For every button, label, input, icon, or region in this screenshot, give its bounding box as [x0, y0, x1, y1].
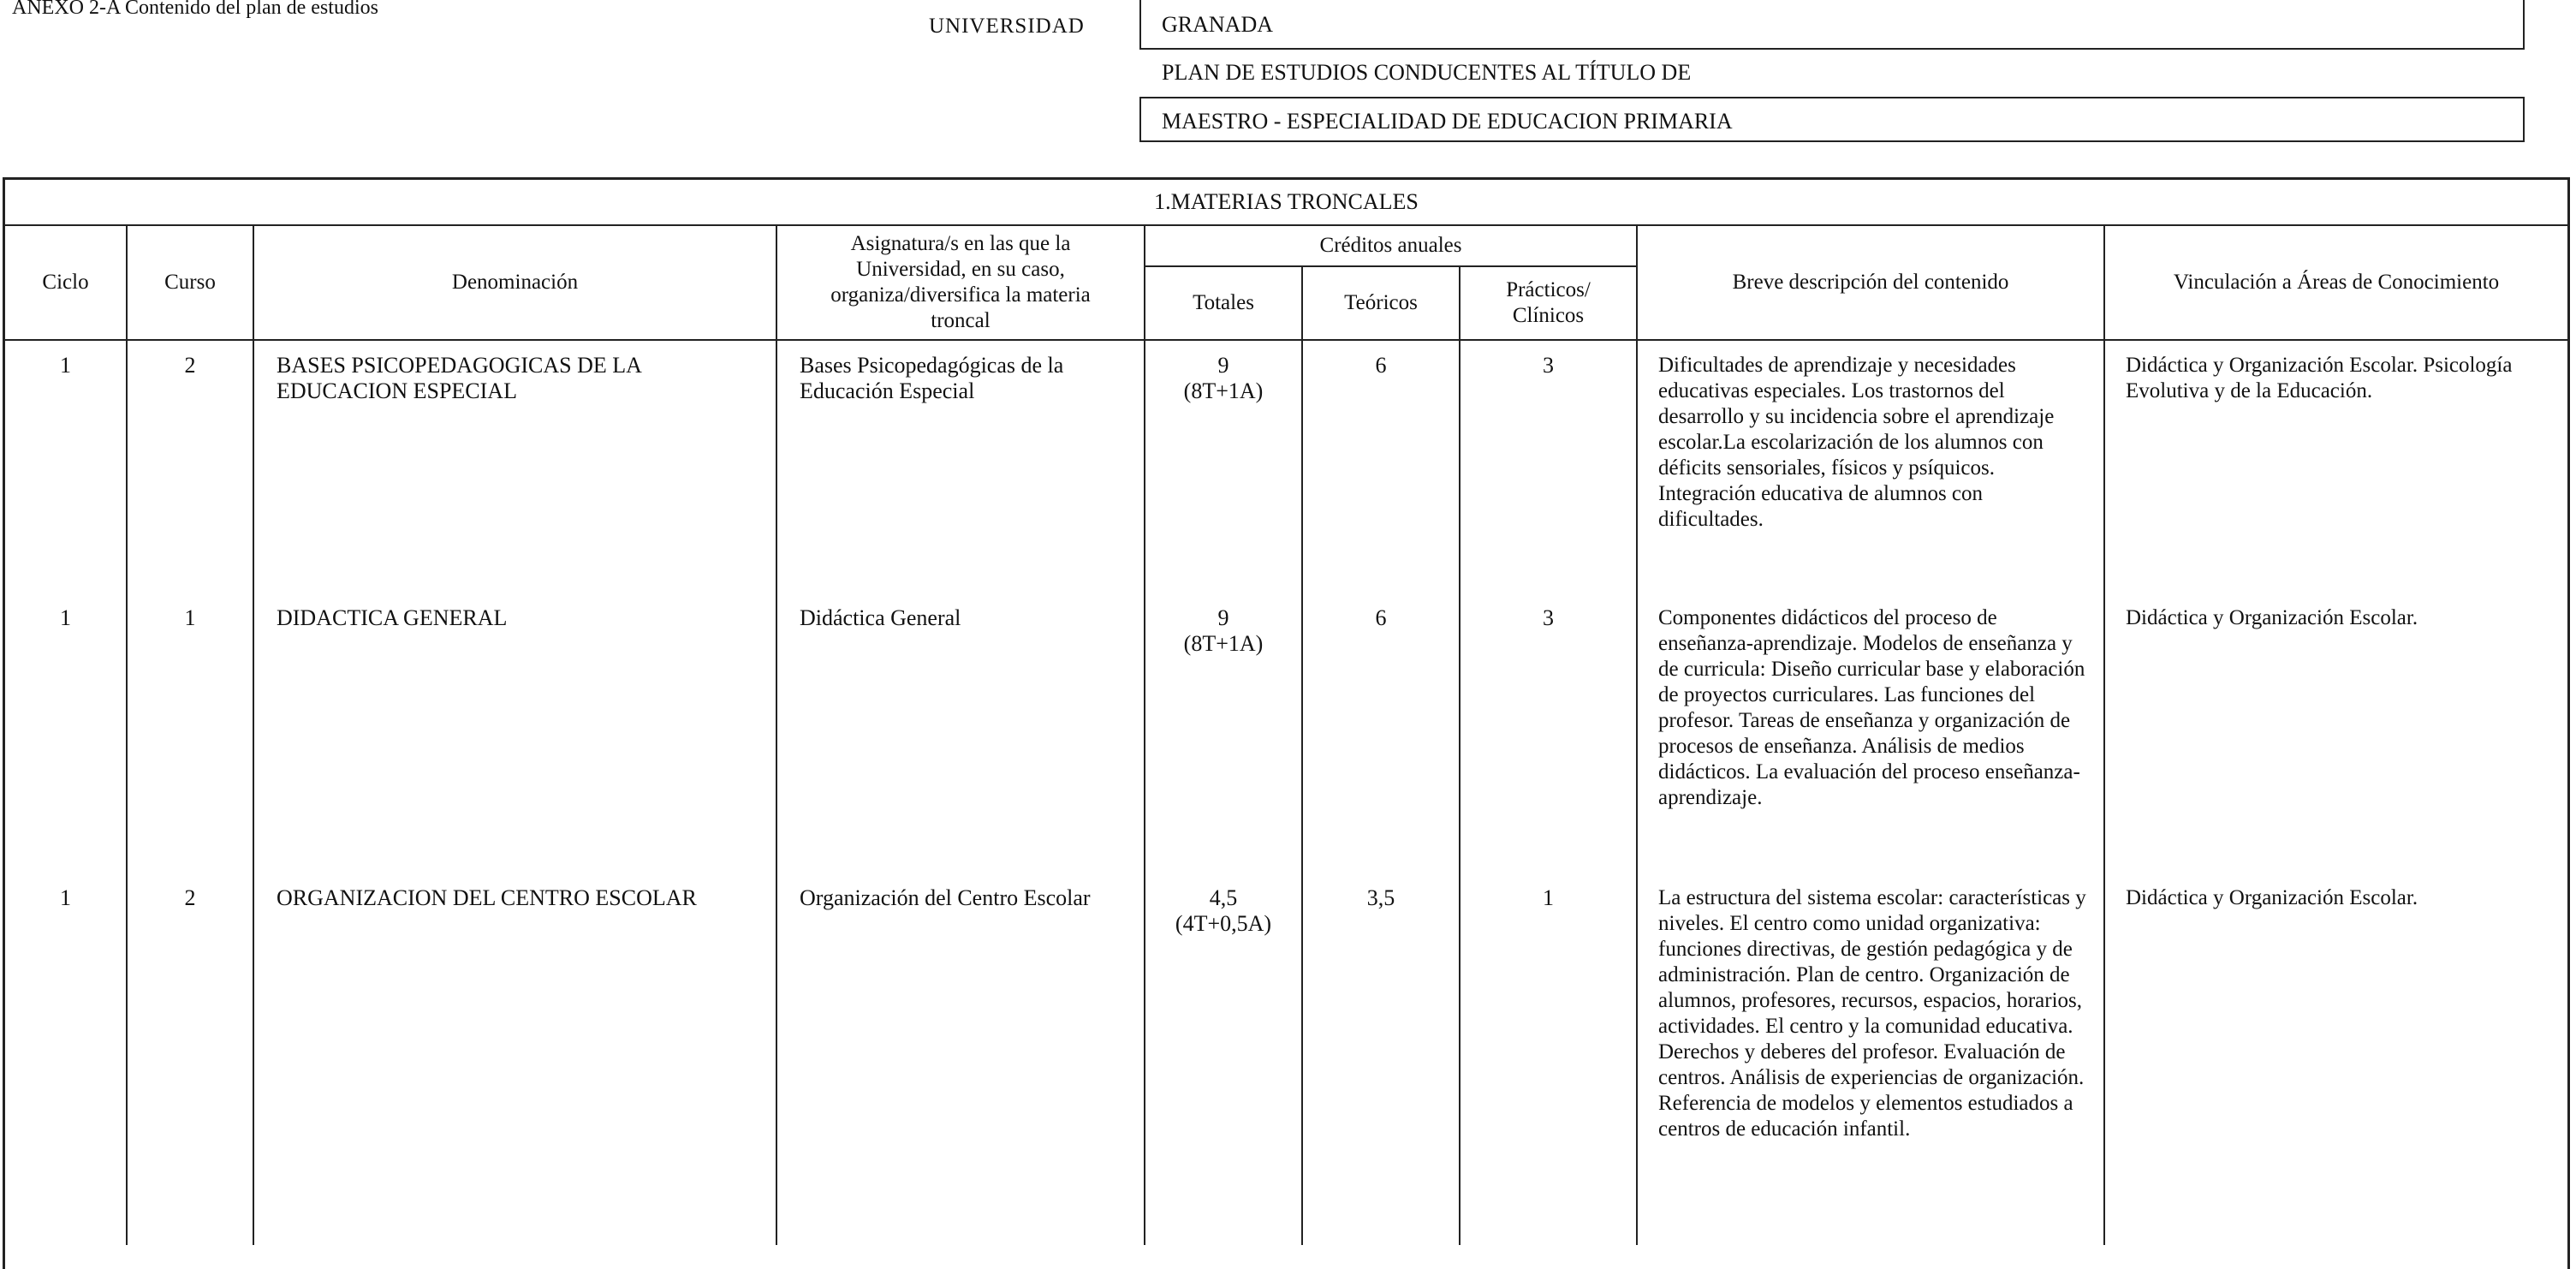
annex-title: ANEXO 2-A Contenido del plan de estudios	[12, 0, 378, 19]
header-creditos-anuales: Créditos anuales	[1145, 225, 1637, 266]
cell-practicos: 1	[1460, 873, 1637, 1245]
cell-asignatura: Didáctica General	[776, 593, 1145, 873]
header-teoricos: Teóricos	[1302, 266, 1460, 340]
header-curso: Curso	[127, 225, 253, 340]
materias-table-frame	[3, 177, 2570, 1269]
cell-vinculacion: Didáctica y Organización Escolar.	[2104, 593, 2567, 873]
header-asignatura: Asignatura/s en las que la Universidad, en su caso, organiza/diversifica la materia troncal	[776, 225, 1145, 340]
header-ciclo: Ciclo	[5, 225, 127, 340]
university-name-box	[1139, 0, 2525, 50]
totales-detail: (8T+1A)	[1183, 378, 1264, 403]
cell-denominacion: DIDACTICA GENERAL	[253, 593, 776, 873]
table-row	[5, 873, 2567, 1245]
cell-curso: 1	[127, 593, 253, 873]
cell-practicos: 3	[1460, 593, 1637, 873]
cell-ciclo: 1	[5, 873, 127, 1245]
cell-descripcion: La estructura del sistema escolar: características y niveles. El centro como unidad organizativa: funciones directivas, de gestión pedagógica y de administración. Plan de centro. Organización de alumnos, profesores, recursos, espacios, horarios, actividades. El centro y la comunidad educativa. Derechos y deberes del profesor. Evaluación de centros. Análisis de experiencias de organización. Referencia de modelos y elementos estudiados a centros de educación infantil.	[1637, 873, 2104, 1245]
header-totales: Totales	[1145, 266, 1302, 340]
table-row	[5, 340, 2567, 593]
cell-curso: 2	[127, 340, 253, 593]
totales-detail: (8T+1A)	[1183, 631, 1264, 656]
cell-asignatura: Organización del Centro Escolar	[776, 873, 1145, 1245]
cell-teoricos: 3,5	[1302, 873, 1460, 1245]
cell-totales	[1145, 340, 1302, 593]
cell-ciclo: 1	[5, 593, 127, 873]
cell-vinculacion: Didáctica y Organización Escolar.	[2104, 873, 2567, 1245]
table-row	[5, 593, 2567, 873]
cell-totales	[1145, 873, 1302, 1245]
cell-ciclo: 1	[5, 340, 127, 593]
cell-asignatura: Bases Psicopedagógicas de la Educación Especial	[776, 340, 1145, 593]
cell-teoricos: 6	[1302, 593, 1460, 873]
cell-vinculacion: Didáctica y Organización Escolar. Psicología Evolutiva y de la Educación.	[2104, 340, 2567, 593]
header-vinculacion: Vinculación a Áreas de Conocimiento	[2104, 225, 2567, 340]
totales-value: 9	[1217, 353, 1229, 378]
totales-value: 4,5	[1209, 885, 1238, 910]
header-practicos: Prácticos/ Clínicos	[1460, 266, 1637, 340]
totales-detail: (4T+0,5A)	[1175, 911, 1272, 936]
cell-totales	[1145, 593, 1302, 873]
header-descripcion: Breve descripción del contenido	[1637, 225, 2104, 340]
cell-denominacion: BASES PSICOPEDAGOGICAS DE LA EDUCACION ESPECIAL	[253, 340, 776, 593]
cell-descripcion: Componentes didácticos del proceso de enseñanza-aprendizaje. Modelos de enseñanza y de curricula: Diseño curricular base y elaboración de proyectos curriculares. Las funciones del profesor. Tareas de enseñanza y organización de procesos de enseñanza. Análisis de medios didácticos. La evaluación del proceso enseñanza-aprendizaje.	[1637, 593, 2104, 873]
degree-name: MAESTRO - ESPECIALIDAD DE EDUCACION PRIMARIA	[1162, 109, 1733, 134]
cell-practicos: 3	[1460, 340, 1637, 593]
plan-heading: PLAN DE ESTUDIOS CONDUCENTES AL TÍTULO DE	[1162, 60, 1692, 85]
university-name: GRANADA	[1162, 12, 1273, 37]
table-title: 1.MATERIAS TRONCALES	[5, 180, 2567, 225]
totales-value: 9	[1217, 605, 1229, 630]
cell-descripcion: Dificultades de aprendizaje y necesidades educativas especiales. Los trastornos del desarrollo y su incidencia sobre el aprendizaje escolar.La escolarización de los alumnos con déficits sensoriales, físicos y psíquicos. Integración educativa de alumnos con dificultades.	[1637, 340, 2104, 593]
materias-table	[5, 180, 2567, 1245]
cell-denominacion: ORGANIZACION DEL CENTRO ESCOLAR	[253, 873, 776, 1245]
cell-teoricos: 6	[1302, 340, 1460, 593]
degree-box	[1139, 97, 2525, 142]
university-label: UNIVERSIDAD	[929, 15, 1085, 38]
cell-curso: 2	[127, 873, 253, 1245]
header-denominacion: Denominación	[253, 225, 776, 340]
